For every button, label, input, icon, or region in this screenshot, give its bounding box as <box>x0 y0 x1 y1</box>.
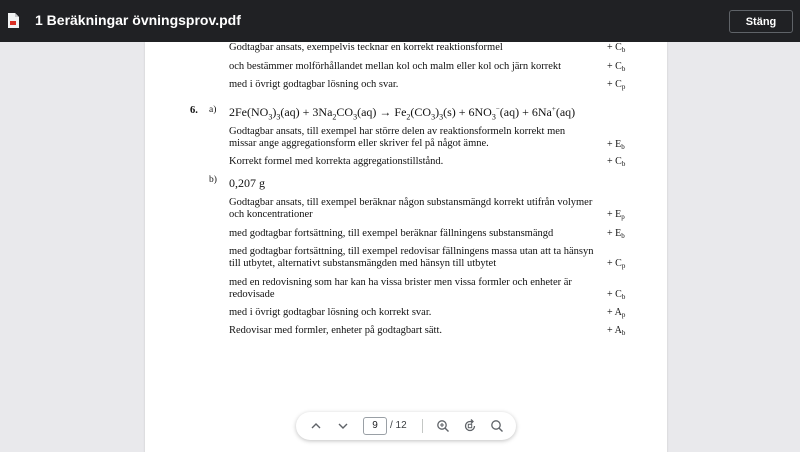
points-label: + $C_b$ <box>607 289 626 301</box>
text-line: med godtagbar fortsättning, till exempel beräknar fällningens substansmängd <box>229 228 554 239</box>
points-label: + $C_b$ <box>607 156 626 168</box>
text-line: och bestämmer molförhållandet mellan kol och malm eller kol och järn korrekt <box>229 61 562 72</box>
question-part-a: a) <box>209 105 217 115</box>
close-button[interactable]: Stäng <box>729 10 793 33</box>
points-label: + $A_b$ <box>607 325 626 337</box>
text-line: med godtagbar fortsättning, till exempel redovisar fällningens massa utan att ta hänsyn <box>229 246 594 257</box>
text-line: till utbytet, alternativt substansmängden med hänsyn till utbytet <box>229 258 497 269</box>
text-line: Godtagbar ansats, exempelvis tecknar en korrekt reaktionsformel <box>229 42 503 53</box>
text-line: redovisade <box>229 289 275 300</box>
points-label: + $E_b$ <box>607 139 625 151</box>
top-bar <box>0 0 800 42</box>
question-number: 6. <box>190 105 198 116</box>
points-label: + $C_p$ <box>607 258 626 270</box>
points-label: + $A_p$ <box>607 307 626 319</box>
search-icon[interactable] <box>489 418 505 434</box>
answer-value: 0,207 g <box>229 176 265 190</box>
pdf-file-icon <box>7 13 19 28</box>
text-line: Redovisar med formler, enheter på godtagbart sätt. <box>229 325 443 336</box>
page-number-input[interactable]: 9 <box>363 417 387 435</box>
text-line: Korrekt formel med korrekta aggregationstillstånd. <box>229 156 444 167</box>
text-line: med i övrigt godtagbar lösning och svar. <box>229 79 399 90</box>
points-label: + $C_b$ <box>607 61 626 73</box>
rotate-icon[interactable] <box>462 418 478 434</box>
text-line: Godtagbar ansats, till exempel beräknar någon substansmängd korrekt utifrån volymer <box>229 197 593 208</box>
chevron-up-icon[interactable] <box>308 418 324 434</box>
question-part-b: b) <box>209 175 217 185</box>
page-total: / 12 <box>390 420 407 431</box>
points-label: + $E_p$ <box>607 209 625 221</box>
zoom-in-icon[interactable] <box>435 418 451 434</box>
pdf-viewer[interactable] <box>0 42 800 452</box>
text-line: Godtagbar ansats, till exempel har större delen av reaktionsformeln korrekt men <box>229 126 566 137</box>
points-label: + $E_b$ <box>607 228 625 240</box>
points-label: + $C_b$ <box>607 42 626 54</box>
document-title: 1 Beräkningar övningsprov.pdf <box>35 12 241 28</box>
pdf-page <box>145 42 667 452</box>
toolbar-divider <box>422 419 423 433</box>
points-label: + $C_p$ <box>607 79 626 91</box>
reaction-equation: $2Fe(NO_3)_3(aq) + 3Na_2CO_3(aq) \to Fe_2(CO_3)_3(s) + 6NO_3^-(aq) + 6Na^+(aq)$ <box>229 105 576 122</box>
text-line: med en redovisning som har kan ha vissa brister men vissa formler och enheter är <box>229 277 572 288</box>
text-line: och koncentrationer <box>229 209 313 220</box>
chevron-down-icon[interactable] <box>335 418 351 434</box>
page-toolbar <box>296 412 516 440</box>
text-line: med i övrigt godtagbar lösning och korrekt svar. <box>229 307 432 318</box>
text-line: missar ange aggregationsform eller skriver fel på något ämne. <box>229 138 489 149</box>
